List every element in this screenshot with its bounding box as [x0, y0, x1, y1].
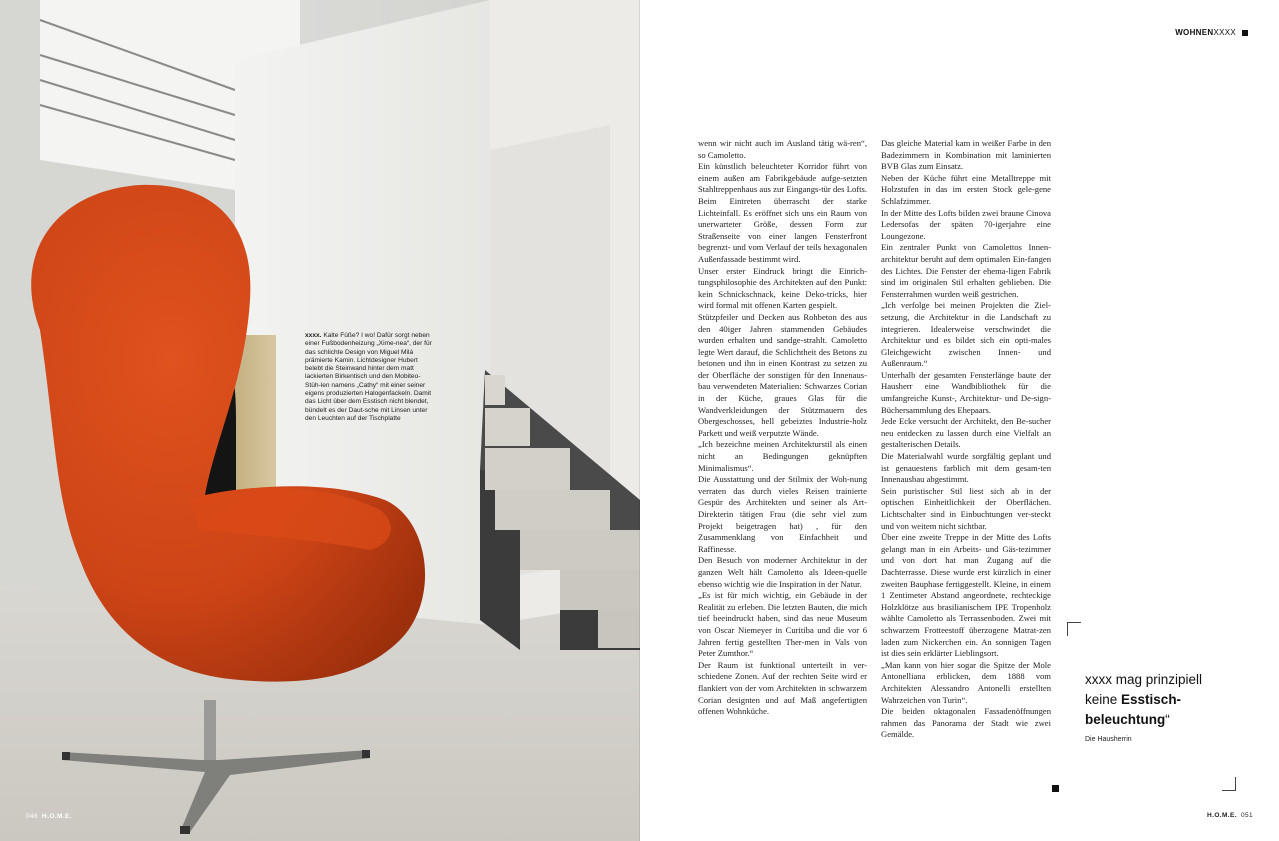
caption-lead: xxxx.: [305, 332, 322, 339]
pull-quote-line-2-bold: Esstisch-: [1121, 692, 1182, 707]
paragraph: „Es ist für mich wichtig, ein Gebäude in der Realität zu erleben. Die letzten Bauten, die mich tief beeindruckt haben, sind das neue Museum von Oscar Niemeyer in Curitiba und die vor 6 Jahren fertig gestellten Ther-men in Vals von Peter Zumthor.“: [698, 590, 867, 659]
paragraph: Über eine zweite Treppe in der Mitte des Lofts gelangt man in ein Arbeits- und Gäs-tezimmer und von dort hat man Zugang auf die Dachterrasse. Diese wurde erst kürzlich in einer zweiten Bauphase fertiggestellt. Kleine, in einem 1 Zentimeter Abstand angeordnete, rechteckige Holzklötze aus brasilianischem IPE Tropenholz wählte Camoletto als Terrassenboden. Zwei mit schwarzem Frotteestoff überzogene Matrat-zen laden zum Nickerchen ein. An sonnigen Tagen ist dies sein erklärter Lieblingsort.: [881, 532, 1051, 659]
right-folio: [1207, 812, 1253, 819]
paragraph: Sein puristischer Stil liest sich ab in der optischen Einheitlichkeit der Oberflächen. Lichtschalter sind in Einbuchtungen ver-steckt und von weitem nicht sichtbar.: [881, 485, 1051, 531]
paragraph: Ein zentraler Punkt von Camolettos Innen-architektur beruht auf dem optimalen Ein-fangen des Lichtes. Die Fenster der ehema-ligen Fabrik sind im originalen Stil erhalten geblieben. Die Fensterrahmen wurden weiß gestrichen.: [881, 242, 1051, 299]
left-magazine-name: H.O.M.E.: [42, 813, 72, 820]
paragraph: Die Materialwahl wurde sorgfältig geplant und ist genauestens farblich mit dem gesam-ten Innenausbau abgestimmt.: [881, 451, 1051, 485]
article-column-2: [881, 138, 1051, 741]
paragraph: Stützpfeiler und Decken aus Rohbeton des aus den 40iger Jahren stammenden Gebäudes wurden erhalten und sandge-strahlt. Camoletto legte Wert darauf, die Schlichtheit des Betons zu betonen und ihn in einen Kontrast zu setzen zu der Oberfläche der sonstigen für den Innenaus-bau verwendeten Materialien: Schwarzes Corian in der Küche, graues Glas für die Wandverkleidungen der Stützmauern des Obergeschosses, hell gebeiztes Industrie-holz Parkett und weiß verputzte Wände.: [698, 311, 867, 438]
paragraph: Jede Ecke versucht der Architekt, den Be-sucher neu entdecken zu lassen durch eine Vielfalt an gestalterischen Details.: [881, 416, 1051, 450]
right-page-article: [640, 0, 1279, 841]
section-title: WOHNEN: [1175, 28, 1214, 37]
paragraph: Die Ausstattung und der Stilmix der Woh-nung verraten das durch vieles Reisen trainierte Gespür des Architekten und seiner als Art-Direkterin tätigen Frau (die sehr viel zum Projekt beigetragen hat) , für den Zusammenklang von Einfachheit und Raffinesse.: [698, 474, 867, 554]
paragraph: wenn wir nicht auch im Ausland tätig wä-ren“, so Camoletto.: [698, 138, 867, 160]
paragraph: „Ich bezeichne meinen Architekturstil als einen nicht an Bedingungen geknüpften Minimalismus“.: [698, 439, 867, 473]
section-square-icon: [1242, 30, 1248, 36]
paragraph: „Man kann von hier sogar die Spitze der Mole Antonelliana erblicken, dem 1888 vom Architekten Alessandro Antonelli erstellten Wahrzeichen von Turin“.: [881, 659, 1051, 705]
pull-quote-line-1: xxxx mag prinzipiell: [1085, 672, 1203, 687]
left-folio: [26, 813, 72, 820]
pull-quote-corner-top-left: [1067, 622, 1081, 636]
paragraph: Der Raum ist funktional unterteilt in ver-schiedene Zonen. Auf der rechten Seite wird er flankiert von der vom Architekten in schwarzem Corian designten und auf Maß angefertigten offenen Wohnküche.: [698, 659, 867, 717]
section-suffix: XXXX: [1213, 28, 1236, 37]
left-page-number: 046: [26, 813, 39, 820]
paragraph: Das gleiche Material kam in weißer Farbe in den Badezimmern in Kombination mit laminierten BVB Glas zum Einsatz.: [881, 138, 1051, 172]
article-column-1: [698, 138, 867, 718]
pull-quote-corner-bottom-right: [1222, 777, 1236, 791]
caption-text: Kalte Füße? I wo! Dafür sorgt neben einer Fußbodenheizung „Xime-nea“, der für das schlichte Design von Miguel Milá prämierte Kamin. Lichtdesigner Hubert belebt die Steinwand hinter dem matt lackierten Birkentisch und den Mobiteo-Stüh-len namens „Cathy“ mit einer seiner eigens produzierten Halogenfackeln. Damit das Licht über dem Esstisch nicht blendet, bündelt es der Daut-sche mit Linsen unter den Leuchten auf der Tischplatte: [305, 332, 432, 422]
photo-caption: [305, 332, 433, 423]
pull-quote: [1085, 670, 1225, 730]
paragraph: Die beiden oktagonalen Fassadenöffnungen rahmen das Panorama der Stadt wie zwei Gemälde.: [881, 706, 1051, 740]
paragraph: Unser erster Eindruck bringt die Einrich-tungsphilosophie des Architekten auf den Punkt: kein Schnickschnack, keine Deko-tricks, hier wird formal mit offenen Karten gespielt.: [698, 265, 867, 311]
paragraph: Den Besuch von moderner Architektur in der ganzen Welt hält Camoletto als Ideen-quelle ebenso wichtig wie die Inspiration in der Natur.: [698, 555, 867, 589]
paragraph: In der Mitte des Lofts bilden zwei braune Cinova Ledersofas der späten 70-igerjahre eine Loungezone.: [881, 207, 1051, 241]
pull-quote-close-mark: “: [1165, 712, 1170, 727]
pull-quote-line-3-bold: beleuchtung: [1085, 712, 1166, 727]
right-page-number: 051: [1240, 812, 1253, 819]
article-end-square-icon: [1052, 785, 1059, 792]
pull-quote-source: Die Hausherrin: [1085, 736, 1132, 743]
paragraph: Unterhalb der gesamten Fensterlänge baute der Hausherr eine Wandbibliothek für die umfangreiche Kunst-, Architektur- und De-sign-Büchersammlung des Ehepaars.: [881, 369, 1051, 415]
paragraph: „Ich verfolge bei meinen Projekten die Ziel-setzung, die Architektur in die Landschaft zu integrieren. Idealerweise verschwindet die Architektur und es bildet sich ein opti-males Gleichgewicht zwischen Innen- und Außenraum.“: [881, 300, 1051, 369]
section-header: [1175, 28, 1248, 37]
pull-quote-line-2-plain: keine: [1085, 692, 1122, 707]
right-magazine-name: H.O.M.E.: [1207, 812, 1237, 819]
paragraph: Ein künstlich beleuchteter Korridor führt von einem außen am Fabrikgebäude aufge-setzten Stahltreppenhaus aus zur Eingangs-tür des Lofts. Beim Eintreten überrascht der starke Lichteinfall. Es eröffnet sich uns ein Raum von unerwarteter Größe, dessen Form zur Straßenseite von einer langen Fensterfront begrenzt- und vom Verlauf der teils hexagonalen Außenfassade bestimmt wird.: [698, 161, 867, 264]
paragraph: Neben der Küche führt eine Metalltreppe mit Holzstufen in das im ersten Stock gele-gene Schlafzimmer.: [881, 172, 1051, 206]
